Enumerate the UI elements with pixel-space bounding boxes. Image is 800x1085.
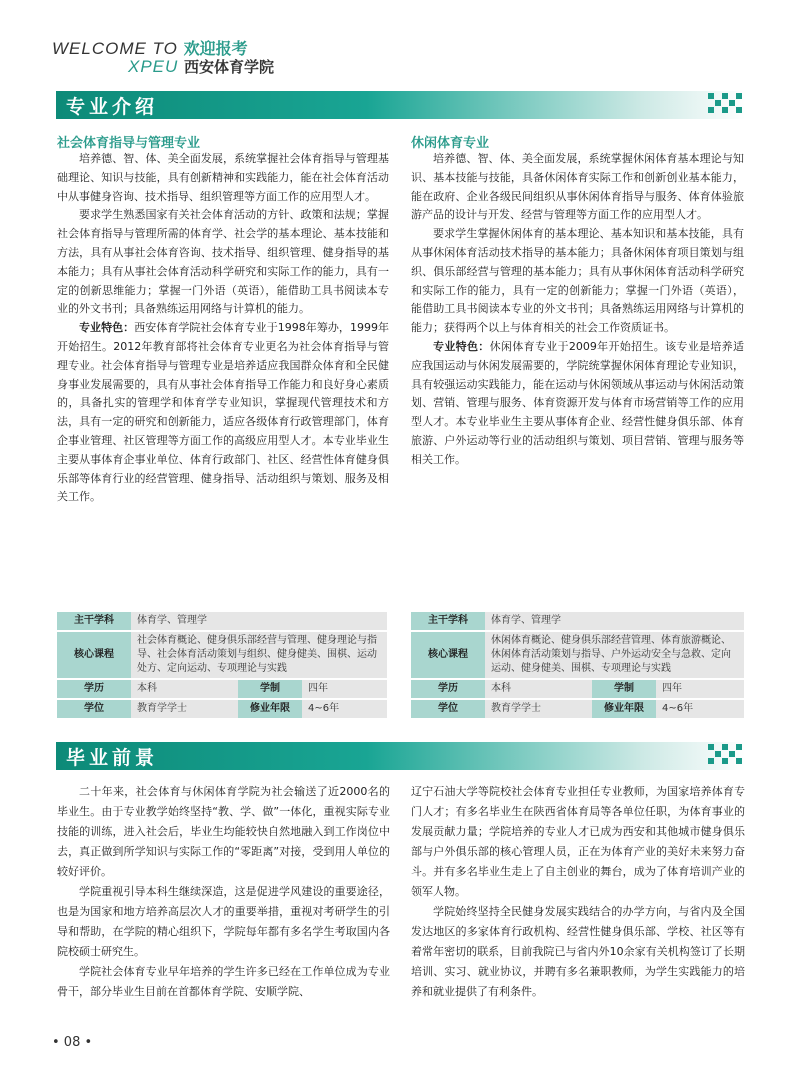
prospects-para-3: 学院社会体育专业早年培养的学生许多已经在工作单位成为专业骨干，部分毕业生目前在首都体育学院、安顺学院、 xyxy=(57,965,390,998)
section-bar-majors xyxy=(56,91,746,119)
prospects-para-3-cont: 辽宁石油大学等院校社会体育专业担任专业教师，为国家培养体育专门人才；有多名毕业生在陕西省体育局等各单位任职，为体育事业的发展贡献力量；学院培养的专业人才已成为西安和其他城市健身俱乐部与户外俱乐部的核心管理人员，正在为体育产业的美好未来努力奋斗。并有多名毕业生走上了自主创业的舞台，成为了体育培训产业的领军人物。 xyxy=(411,785,745,898)
right-years-label: 修业年限 xyxy=(592,699,656,719)
right-column-text xyxy=(411,150,744,470)
prospects-para-4: 学院始终坚持全民健身发展实践结合的办学方向，与省内及全国发达地区的多家体育行政机构、经营性健身俱乐部、学校、社区等有着常年密切的联系，目前我院已与省内外10余家有关机构签订了长期培训、实习、就业协议，并聘有多名兼职教师，为学生实践能力的培养和就业提供了有利条件。 xyxy=(411,905,745,998)
left-years-label: 修业年限 xyxy=(238,699,302,719)
header-school xyxy=(128,56,274,77)
left-para-2: 要求学生熟悉国家有关社会体育活动的方针、政策和法规；掌握社会体育指导与管理所需的体育学、社会学的基本理论、基本技能和方法，具有从事社会体育咨询、技术指导、组织管理、健身指导的基本能力；具有从事社会体育活动科学研究和实际工作的能力，具有一定的创新思维能力；掌握一门外语（英语），能借助工具书阅读本专业的外文书刊；具备熟练运用网络与计算机的能力。 xyxy=(57,208,389,316)
prospects-para-2: 学院重视引导本科生继续深造，这是促进学风建设的重要途径，也是为国家和地方培养高层次人才的重要举措，重视对考研学生的引导和帮助，在学院的精心组织下，学院每年都有多名学生考取国内各院校硕士研究生。 xyxy=(57,885,390,958)
left-degree-level: 本科 xyxy=(131,679,238,699)
heading-social-sports: 社会体育指导与管理专业 xyxy=(57,136,201,151)
right-main-subject-label: 主干学科 xyxy=(411,612,485,631)
left-info-table xyxy=(57,612,387,720)
right-core-label: 核心课程 xyxy=(411,631,485,679)
left-column-text xyxy=(57,150,389,507)
page-number: • 08 • xyxy=(52,1035,93,1050)
pixel-pattern-icon xyxy=(708,93,742,117)
right-degree-level-label: 学历 xyxy=(411,679,485,699)
heading-leisure-sports: 休闲体育专业 xyxy=(411,136,490,151)
left-duration-label: 学制 xyxy=(238,679,302,699)
left-degree-label: 学位 xyxy=(57,699,131,719)
right-feature-text: 休闲体育专业于2009年开始招生。该专业是培养适应我国运动与休闲发展需要的，学院统掌握休闲体育理论专业知识，具有较强运动实践能力，能在运动与休闲领域从事运动与休闲活动策划、营销、管理与服务、体育资源开发与体育市场营销等工作的应用型人才。本专业毕业生主要从事体育企业、经营性健身俱乐部、体育旅游、户外运动等行业的活动组织与策划、项目营销、管理与服务等相关工作。 xyxy=(411,339,745,466)
section-title-majors: 专业介绍 xyxy=(66,96,159,118)
left-degree: 教育学学士 xyxy=(131,699,238,719)
xpeu-abbr: XPEU xyxy=(128,57,179,76)
left-core: 社会体育概论、健身俱乐部经营与管理、健身理论与指导、社会体育活动策划与组织、健身健美、围棋、运动处方、定向运动、专项理论与实践 xyxy=(131,631,387,679)
right-para-2: 要求学生掌握休闲体育的基本理论、基本知识和基本技能，具有从事休闲体育活动技术指导的基本能力；具备休闲体育项目策划与组织、俱乐部经营与管理的基本能力；具有从事休闲体育活动科学研究和实际工作的能力，具有一定的创新能力；掌握一门外语（英语），能借助工具书阅读本专业的外文书刊；具备熟练运用网络与计算机的能力；获得两个以上与体育相关的社会工作资质证书。 xyxy=(411,227,744,335)
prospects-para-1: 二十年来，社会体育与休闲体育学院为社会输送了近2000名的毕业生。由于专业教学始终坚持“教、学、做”一体化，重视实际专业技能的训练，进入社会后，毕业生均能较快自然地融入到工作岗位中去，真正做到所学知识与实际工作的“零距离”对接，受到用人单位的较好评价。 xyxy=(57,785,390,878)
left-degree-level-label: 学历 xyxy=(57,679,131,699)
right-feature xyxy=(411,338,744,470)
left-duration: 四年 xyxy=(302,679,387,699)
welcome-cn: 欢迎报考 xyxy=(183,41,248,58)
pixel-pattern-icon xyxy=(708,744,742,768)
right-info-table xyxy=(411,612,744,720)
right-duration-label: 学制 xyxy=(592,679,656,699)
section-bar-prospects xyxy=(56,742,746,770)
left-core-label: 核心课程 xyxy=(57,631,131,679)
section-title-prospects: 毕业前景 xyxy=(66,747,159,769)
school-name: 西安体育学院 xyxy=(184,59,275,76)
left-para-1: 培养德、智、体、美全面发展，系统掌握社会体育指导与管理基础理论、知识与技能，具有创新精神和实践能力，能在社会体育活动中从事健身咨询、技术指导、组织管理等方面工作的应用型人才。 xyxy=(57,152,389,203)
right-core: 休闲体育概论、健身俱乐部经营管理、体育旅游概论、休闲体育活动策划与指导、户外运动安全与急救、定向运动、健身健美、围棋、专项理论与实践 xyxy=(485,631,744,679)
left-feature-text: 西安体育学院社会体育专业于1998年筹办，1999年开始招生。2012年教育部将社会体育专业更名为社会体育指导与管理专业。社会体育指导与管理专业是培养适应我国群众体育和全民健身事业发展需要的，具有从事社会体育指导工作能力和良好身心素质的，具备扎实的管理学和体育学专业知识，掌握现代管理技术和方法，具有一定的研究和创新能力，适应各级体育行政管理部门，体育企事业管理、社区管理等方面工作的高级应用型人才。本专业毕业生主要从事体育企事业单位、体育行政部门、社区、经营性体育健身俱乐部等体育行业的经营管理、健身指导、活动组织与策划、服务及相关工作。 xyxy=(57,321,389,504)
right-degree-level: 本科 xyxy=(485,679,592,699)
left-years: 4~6年 xyxy=(302,699,387,719)
right-duration: 四年 xyxy=(656,679,744,699)
left-main-subject: 体育学、管理学 xyxy=(131,612,387,631)
right-degree: 教育学学士 xyxy=(485,699,592,719)
left-feature-label: 专业特色： xyxy=(79,321,135,335)
right-main-subject: 体育学、管理学 xyxy=(485,612,744,631)
right-feature-label: 专业特色： xyxy=(433,339,490,353)
left-main-subject-label: 主干学科 xyxy=(57,612,131,631)
left-feature xyxy=(57,319,389,507)
right-para-1: 培养德、智、体、美全面发展，系统掌握休闲体育基本理论与知识、基本技能与技能，具备休闲体育实际工作和创新创业基本能力，能在政府、企业各级民间组织从事休闲体育指导与服务、体育体验旅游产品的设计与开发、经营与管理等方面工作的应用型人才。 xyxy=(411,152,744,222)
prospects-column-1 xyxy=(57,782,390,1002)
prospects-column-2 xyxy=(411,782,745,1002)
right-years: 4~6年 xyxy=(656,699,744,719)
welcome-en: WELCOME TO xyxy=(52,39,178,58)
right-degree-label: 学位 xyxy=(411,699,485,719)
